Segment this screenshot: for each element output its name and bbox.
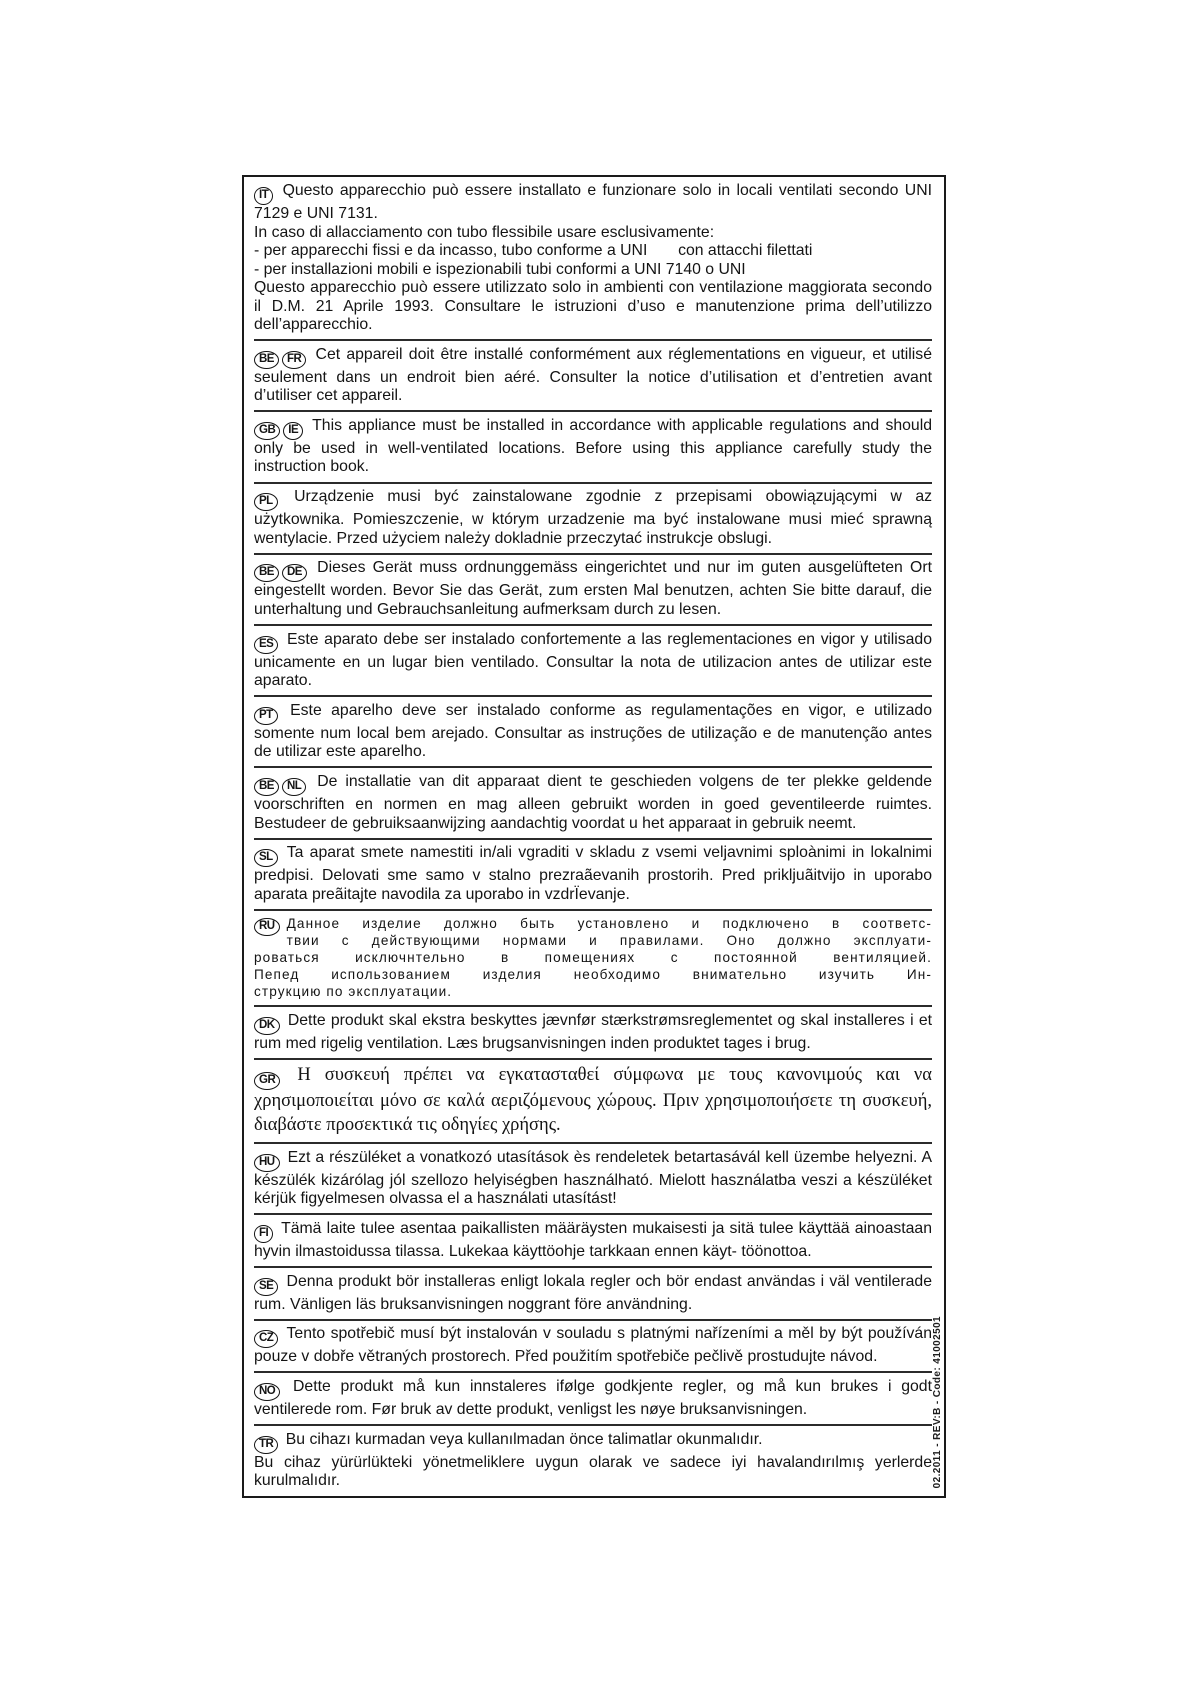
section-paragraph: PT Este aparelho deve ser instalado conforme as regulamentações en vigor, e utilizado somente num local bem arejado. Consultar as instruções de utilização e de manutenção antes de utilizar este aparelho.: [254, 701, 932, 761]
section-no: [254, 1378, 932, 1420]
section-paragraph: Bu cihaz yürürlükteki yönetmeliklere uygun olarak ve sadece iyi havalandırılmış yerlerde kurulmalıdır.: [254, 1453, 932, 1490]
section-dk: [254, 1012, 932, 1054]
section-paragraph: PL Urządzenie musi być zainstalowane zgodnie z przepisami obowiązującymi w az użytkownika. Pomieszczenie, w którym urzadzenie ma być instalowane musi mieć sprawną wentylacie. Przed użyciem należy dokladnie przeczytać instrukcje obslugi.: [254, 488, 932, 547]
section-divider: [254, 553, 932, 555]
section-ru: [254, 915, 932, 1000]
section-paragraph: SE Denna produkt bör installeras enligt lokala regler och bör endast användas i väl ventilerade rum. Vänligen läs bruksanvisningen noggrant före användning.: [254, 1272, 932, 1313]
lang-badge-de-icon: DE: [282, 564, 307, 582]
section-divider: [254, 1142, 932, 1144]
section-divider: [254, 624, 932, 626]
lang-badge-ru-icon: RU: [254, 918, 280, 936]
section-be-de: [254, 559, 932, 619]
section-paragraph: GR Η συσκευή πρέπει να εγκατασταθεί σύμφωνα με τους κανονιμούς και να χρησιμοποιείται μόνο σε καλά αεριζόμενους χώρους. Πριν χρησιμοποιήσετε τη συσκευή, διαβάστε προσεκτικά τις οδηγίες χρήσης.: [254, 1065, 932, 1135]
lang-badge-fi-icon: FI: [254, 1225, 273, 1243]
section-paragraph: IT Questo apparecchio può essere installato e funzionare solo in locali ventilati secondo UNI 7129 e UNI 7131.: [254, 182, 932, 222]
lang-badge-be-icon: BE: [254, 778, 279, 796]
section-paragraph: Questo apparecchio può essere utilizzato solo in ambienti con ventilazione maggiorata secondo il D.M. 21 Aprile 1993. Consultare le istruzioni d’uso e manutenzione prima dell’utilizzo dell’apparecchio.: [254, 279, 932, 333]
lang-badge-tr-icon: TR: [254, 1436, 278, 1454]
section-divider: [254, 1319, 932, 1321]
section-tr: [254, 1431, 932, 1491]
lang-badge-fr-icon: FR: [282, 351, 306, 369]
section-paragraph: GB IE This appliance must be installed in accordance with applicable regulations and should only be used in well-ventilated locations. Before using this appliance carefully study the instruction book.: [254, 416, 932, 476]
section-paragraph: In caso di allacciamento con tubo flessibile usare esclusivamente:: [254, 223, 715, 241]
section-paragraph: HU Ezt a részüléket a vonatkozó utasítások ès rendeletek betartasávál kell üzembe helyezni. A készülék kizárólag jól szellozo helyiségben használható. Mielott használatba veszi a készüléket kérjük figyelmesen olvassa el a használati utasítást!: [254, 1148, 932, 1208]
language-sections: [254, 182, 932, 1491]
section-divider: [254, 766, 932, 768]
section-paragraph: SL Ta aparat smete namestiti in/ali vgraditi v skladu z vsemi veljavnimi sploànimi in lokalnimi predpisi. Delovati sme samo v stalno prezraãevanih prostorih. Pred prikljuãitvijo in uporabo aparata preãitajte navodila za uporabo in vzdrÏevanje.: [254, 844, 932, 903]
lang-badge-it-icon: IT: [254, 187, 273, 205]
lang-badge-ie-icon: IE: [283, 422, 303, 440]
lang-badge-se-icon: SE: [254, 1278, 278, 1296]
section-cz: [254, 1325, 932, 1367]
section-divider: [254, 339, 932, 341]
lang-badge-hu-icon: HU: [254, 1154, 280, 1172]
section-hu: [254, 1149, 932, 1209]
section-paragraph: TR Bu cihazı kurmadan veya kullanılmadan önce talimatlar okunmalıdır.: [254, 1431, 932, 1454]
section-divider: [254, 1058, 932, 1060]
section-be-fr: [254, 346, 932, 406]
section-gb-ie: [254, 417, 932, 477]
section-paragraph: NO Dette produkt må kun innstaleres ifølge godkjente regler, og må kun brukes i godt ventilerede rom. Før bruk av dette produkt, venligst les nøye bruksanvisningen.: [254, 1378, 932, 1418]
lang-badge-be-icon: BE: [254, 564, 279, 582]
section-paragraph: DK Dette produkt skal ekstra beskyttes jævnfør stærkstrømsreglementet og skal installeres i et rum med rigelig ventilation. Læs brugsanvisningen inden produktet tages i brug.: [254, 1011, 932, 1052]
section-paragraph: ES Este aparato debe ser instalado confortemente a las reglementaciones en vigor y utilisado unicamente en un lugar bien ventilado. Consultar la nota de utilizacion antes de utilizar este aparato.: [254, 630, 932, 690]
section-fi: [254, 1220, 932, 1262]
lang-badge-gb-icon: GB: [254, 422, 280, 440]
section-paragraph: BE NL De installatie van dit apparaat dient te geschieden volgens de ter plekke geldende voorschriften en normen en mag alleen gebruikt worden in goed geventileerde ruimtes. Bestudeer de gebruiksaanwijzing aandachtig voordat u het apparaat in gebruik neemt.: [254, 773, 932, 832]
lang-badge-pt-icon: PT: [254, 707, 278, 725]
section-divider: [254, 482, 932, 484]
revision-code: 02.2011 - REV:B - Code: 41002501: [932, 1315, 943, 1488]
section-paragraph: роваться исключнтельно в помещениях с постоянной вентиляцией.: [254, 950, 932, 966]
section-divider: [254, 1005, 932, 1007]
section-gr: [254, 1064, 932, 1137]
lang-badge-nl-icon: NL: [282, 778, 306, 796]
section-pl: [254, 488, 932, 548]
section-sl: [254, 844, 932, 904]
section-paragraph: RU Данное изделие должно быть установлено и подключено в соответс-: [254, 915, 932, 932]
section-divider: [254, 1371, 932, 1373]
section-it: [254, 182, 932, 335]
lang-badge-es-icon: ES: [254, 636, 278, 654]
section-paragraph: FI Tämä laite tulee asentaa paikallisten määräysten mukaisesti ja sitä tulee käyttää ainoastaan hyvin ilmastoidussa tilassa. Lukekaa käyttöohje tarkkaan ennen käyt- töönottoa.: [254, 1219, 932, 1260]
lang-badge-be-icon: BE: [254, 351, 279, 369]
section-divider: [254, 838, 932, 840]
section-paragraph: струкцию по эксплуатации.: [254, 984, 453, 1000]
lang-badge-sl-icon: SL: [254, 849, 278, 867]
section-paragraph: Пепед использованием изделия необходимо внимательно изучить Ин-: [254, 967, 932, 983]
section-paragraph: BE FR Cet appareil doit être installé conformément aux réglementations en vigueur, et utilisé seulement dans un endroit bien aéré. Consulter la notice d’utilisation et d’entretien avant d’utiliser cet appareil.: [254, 345, 932, 405]
section-divider: [254, 1213, 932, 1215]
section-divider: [254, 410, 932, 412]
instruction-box: [242, 175, 946, 1498]
lang-badge-cz-icon: CZ: [254, 1330, 278, 1348]
section-divider: [254, 909, 932, 911]
section-se: [254, 1273, 932, 1315]
section-es: [254, 631, 932, 691]
section-divider: [254, 1266, 932, 1268]
section-be-nl: [254, 773, 932, 833]
lang-badge-dk-icon: DK: [254, 1017, 280, 1035]
section-paragraph: CZ Tento spotřebič musí být instalován v souladu s platnými nařízeními a měl by být používán pouze v dobře větraných prostorech. Před použitím spotřebiče pečlivě prostudujte návod.: [254, 1325, 932, 1366]
section-paragraph: твии с действующими нормами и правилами. Оно должно эксплуати-: [286, 933, 932, 949]
section-paragraph: - per apparecchi fissi e da incasso, tubo conforme a UNI con attacchi filettati: [254, 242, 813, 259]
section-divider: [254, 1424, 932, 1426]
section-pt: [254, 702, 932, 762]
section-paragraph: - per installazioni mobili e ispezionabili tubi conformi a UNI 7140 o UNI: [254, 260, 746, 278]
lang-badge-gr-icon: GR: [254, 1072, 280, 1090]
section-divider: [254, 695, 932, 697]
lang-badge-no-icon: NO: [254, 1383, 280, 1401]
lang-badge-pl-icon: PL: [254, 493, 278, 511]
section-paragraph: BE DE Dieses Gerät muss ordnunggemäss eingerichtet und nur im guten ausgelüfteten Ort eingestellt worden. Bevor Sie das Gerät, zum ersten Mal benutzen, achten Sie bitte darauf, die unterhaltung und Gebrauchsanleitung aufmerksam durch zu lesen.: [254, 559, 932, 618]
